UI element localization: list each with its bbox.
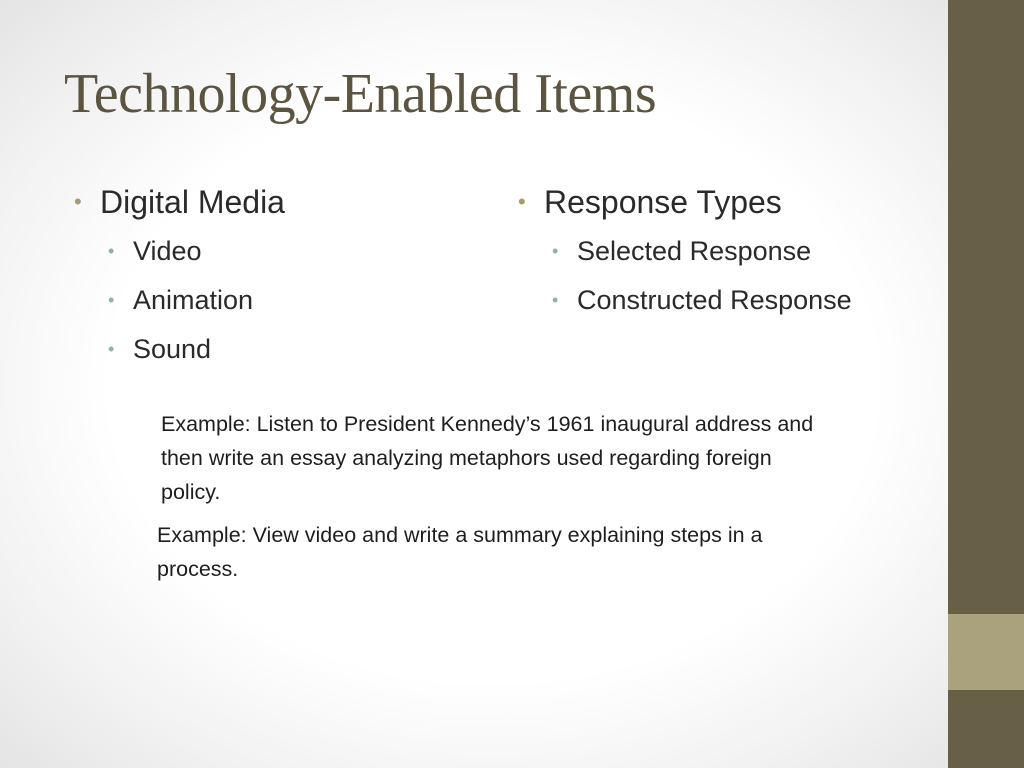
example-text-1: Example: Listen to President Kennedy’s 1961 inaugural address and then write an essay analyzing metaphors used regarding foreign policy. bbox=[161, 412, 814, 504]
sub-bullet-animation bbox=[108, 283, 285, 317]
slide-title: Technology-Enabled Items bbox=[64, 63, 657, 125]
sub-bullet-constructed-response bbox=[552, 283, 852, 317]
right-column bbox=[518, 182, 852, 317]
bullet-dot-icon: • bbox=[108, 240, 115, 261]
bullet-dot-icon: • bbox=[74, 189, 82, 214]
bullet-dot-icon: • bbox=[552, 289, 559, 310]
sub-bullet-video bbox=[108, 234, 285, 268]
sub-bullet-label: Constructed Response bbox=[577, 284, 852, 315]
bullet-label: Response Types bbox=[544, 183, 782, 220]
sub-bullet-label: Selected Response bbox=[577, 235, 812, 266]
bullet-response-types bbox=[518, 182, 852, 222]
bullet-dot-icon: • bbox=[552, 240, 559, 261]
sub-bullet-label: Sound bbox=[133, 333, 212, 364]
sub-bullet-label: Animation bbox=[133, 284, 254, 315]
side-decoration-bar bbox=[948, 0, 1024, 768]
sub-bullet-label: Video bbox=[133, 235, 202, 266]
sub-bullet-selected-response bbox=[552, 234, 852, 268]
bullet-dot-icon: • bbox=[108, 338, 115, 359]
sub-bullet-sound bbox=[108, 332, 285, 366]
bullet-label: Digital Media bbox=[100, 183, 285, 220]
left-column bbox=[74, 182, 285, 366]
example-text-2: Example: View video and write a summary explaining steps in a process. bbox=[157, 523, 763, 581]
bullet-digital-media bbox=[74, 182, 285, 222]
bullet-dot-icon: • bbox=[108, 289, 115, 310]
side-accent-block bbox=[948, 614, 1024, 690]
bullet-dot-icon: • bbox=[518, 189, 526, 214]
